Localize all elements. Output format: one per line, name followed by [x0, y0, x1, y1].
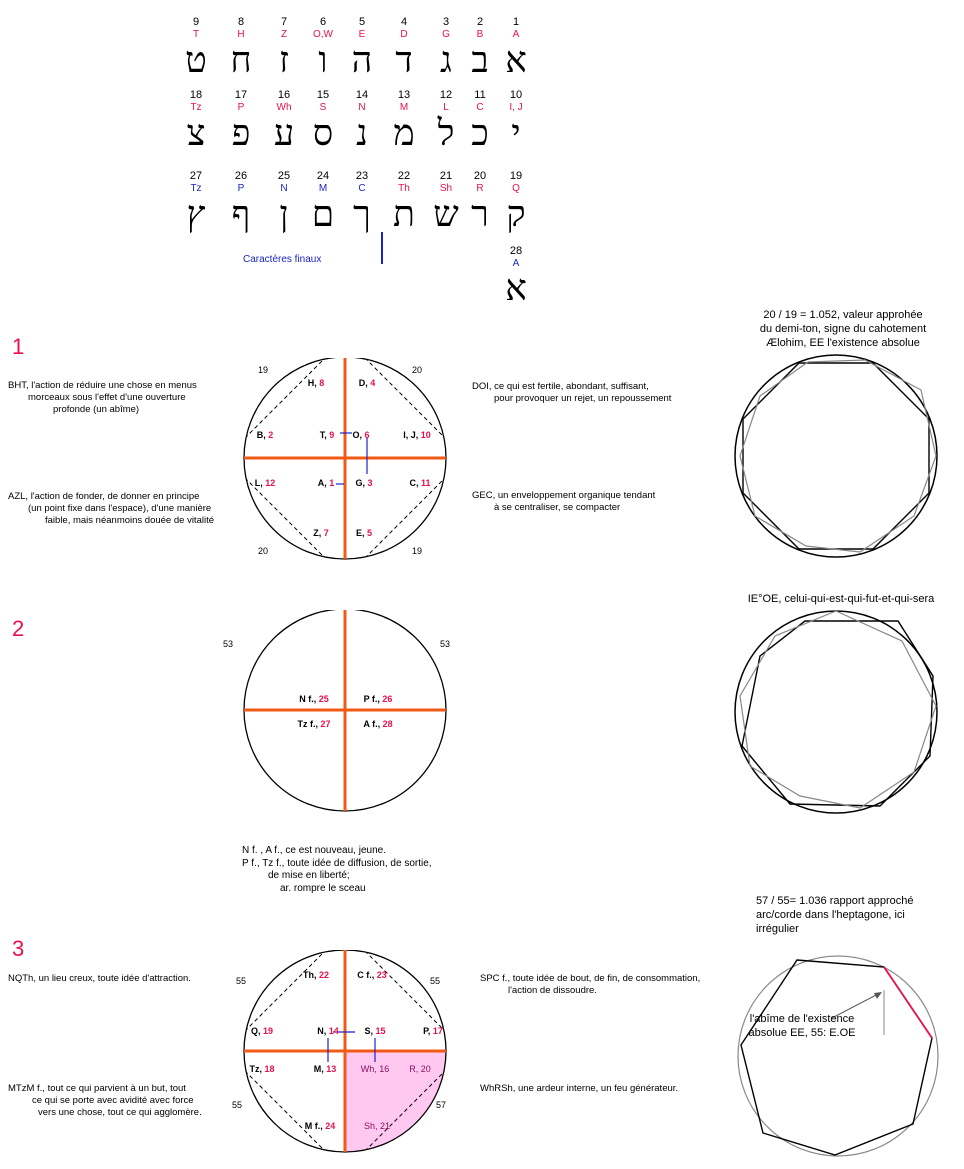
- s1-right-top-text: [472, 381, 702, 405]
- caption-line: l'abîme de l'existence: [749, 1013, 855, 1025]
- letter-number: 1: [512, 16, 520, 28]
- s1-caption: [730, 308, 956, 350]
- letter-transliteration: Tz: [190, 102, 202, 113]
- letter-transliteration: R: [476, 183, 484, 194]
- text-line: DOI, ce qui est fertile, abondant, suffisant,: [472, 381, 649, 392]
- s3-left-top-text: NQTh, un lieu creux, toute idée d'attraction.: [8, 973, 191, 984]
- s2-notes: [242, 845, 482, 895]
- circle-label: T, 9: [319, 430, 335, 440]
- text-line: profonde (un abîme): [53, 404, 140, 415]
- hebrew-letter: ט: [185, 40, 207, 81]
- text-line: l'action de dissoudre.: [508, 985, 597, 996]
- letter-transliteration: Sh: [439, 183, 453, 194]
- s3-right-top-text: [480, 973, 730, 997]
- letter-number: 14: [355, 89, 369, 101]
- letter-number: 16: [277, 89, 291, 101]
- corner-number: 53: [440, 639, 451, 649]
- letter-transliteration: E: [358, 29, 366, 40]
- corner-number: 57: [436, 1100, 447, 1110]
- letter-transliteration: M: [399, 102, 409, 113]
- hebrew-letter: ק: [506, 194, 526, 235]
- corner-number: 19: [412, 546, 423, 556]
- text-line: ce qui se porte avec avidité avec force: [32, 1095, 194, 1106]
- letter-transliteration: A: [512, 29, 520, 40]
- caption-line: 57 / 55= 1.036 rapport approché: [756, 895, 914, 907]
- letter-transliteration: M: [318, 183, 328, 194]
- text-line: P f., Tz f., toute idée de diffusion, de sortie,: [242, 857, 432, 869]
- letter-transliteration: Tz: [190, 183, 202, 194]
- circle-label: E, 5: [355, 528, 373, 538]
- s2-caption: IE°OE, celui-qui-est-qui-fut-et-qui-sera: [747, 593, 935, 605]
- s3-right-bottom-text: WhRSh, une ardeur interne, un feu générateur.: [480, 1083, 679, 1094]
- hebrew-letter: ץ: [186, 194, 206, 235]
- caption-line: arc/corde dans l'heptagone, ici: [756, 909, 905, 921]
- hebrew-letter: ה: [351, 40, 373, 81]
- text-line: N f. , A f., ce est nouveau, jeune.: [242, 845, 386, 856]
- letter-transliteration: I, J: [509, 102, 523, 113]
- s1-left-top-text: [8, 380, 228, 416]
- hebrew-letter: כ: [471, 113, 489, 154]
- hebrew-letter: ג: [440, 40, 452, 81]
- hebrew-letter: ו: [318, 40, 328, 81]
- dashed-line: [230, 458, 345, 568]
- circle-label: P, 17: [423, 1026, 443, 1036]
- circle-label: H, 8: [307, 378, 325, 388]
- hebrew-letter: ע: [273, 113, 295, 154]
- letter-transliteration: A: [512, 258, 520, 269]
- letter-transliteration: Q: [512, 183, 520, 194]
- hebrew-letter: י: [511, 113, 521, 154]
- letter-number: 2: [476, 16, 484, 28]
- letter-number: 15: [316, 89, 330, 101]
- circle-label: R, 20: [409, 1064, 431, 1074]
- corner-number: 53: [223, 639, 234, 649]
- dashed-line: [230, 358, 345, 458]
- dashed-line: [345, 358, 460, 458]
- circle-label: Z, 7: [313, 528, 329, 538]
- letter-transliteration: C: [358, 183, 366, 194]
- corner-number: 20: [258, 546, 269, 556]
- letter-transliteration: P: [237, 102, 245, 113]
- hebrew-letter: ב: [471, 40, 489, 81]
- text-line: pour provoquer un rejet, un repoussement: [494, 393, 672, 404]
- circle-label: A f., 28: [363, 719, 393, 729]
- hebrew-letter: ש: [433, 194, 459, 235]
- finals-label: Caractères finaux: [243, 254, 322, 265]
- corner-number: 55: [430, 976, 441, 986]
- circle-label: Tz f., 27: [297, 719, 331, 729]
- letter-transliteration: O,W: [313, 29, 333, 40]
- section-number-1: 1: [12, 334, 25, 359]
- circle-label: O, 6: [352, 430, 370, 440]
- circle-label: G, 3: [355, 478, 373, 488]
- circle-label: S, 15: [364, 1026, 386, 1036]
- circle-label: Tz, 18: [249, 1064, 275, 1074]
- circle-label: Sh, 21: [363, 1121, 391, 1131]
- text-line: MTzM f., tout ce qui parvient à un but, tout: [8, 1083, 186, 1094]
- hebrew-letter: ד: [395, 40, 413, 81]
- s3-left-bottom-text: [8, 1083, 233, 1119]
- circle-label: M, 13: [313, 1064, 337, 1074]
- letter-transliteration: L: [443, 102, 449, 113]
- hebrew-letter: צ: [186, 113, 206, 154]
- letter-transliteration: B: [476, 29, 484, 40]
- hebrew-letter: א: [505, 40, 527, 81]
- s1-right-bottom-text: [472, 490, 702, 514]
- letter-transliteration: P: [237, 183, 245, 194]
- letter-number: 7: [280, 16, 288, 28]
- hebrew-letter: נ: [356, 113, 368, 154]
- letter-transliteration: S: [319, 102, 327, 113]
- text-line: à se centraliser, se compacter: [494, 502, 621, 513]
- letter-transliteration: N: [280, 183, 288, 194]
- hebrew-letter: ן: [279, 194, 289, 235]
- text-line: AZL, l'action de fonder, de donner en principe: [8, 491, 200, 502]
- letter-number: 24: [316, 170, 330, 182]
- text-line: SPC f., toute idée de bout, de fin, de consommation,: [480, 973, 701, 984]
- hebrew-letter: ל: [437, 113, 455, 154]
- letter-number: 20: [473, 170, 487, 182]
- hebrew-letter: ר: [471, 194, 489, 235]
- circle-label: P f., 26: [363, 694, 393, 704]
- s1-octagon-diagram: [730, 350, 945, 565]
- letter-number: 6: [319, 16, 327, 28]
- text-line: faible, mais néanmoins douée de vitalité: [45, 515, 214, 526]
- dashed-line: [345, 458, 460, 568]
- circle-label: M f., 24: [304, 1121, 336, 1131]
- text-line: GEC, un enveloppement organique tendant: [472, 490, 656, 501]
- circle: [735, 355, 937, 557]
- circle-label: L, 12: [254, 478, 276, 488]
- letter-number: 19: [509, 170, 523, 182]
- text-line: BHT, l'action de réduire une chose en menus: [8, 380, 197, 391]
- section-number-3: 3: [12, 936, 25, 961]
- letter-number: 11: [474, 89, 486, 101]
- s3-circle-diagram: [230, 950, 460, 1160]
- text-line: morceaux sous l'effet d'une ouverture: [28, 392, 186, 403]
- letter-number: 3: [442, 16, 450, 28]
- hebrew-letter: ך: [353, 194, 371, 235]
- letter-number: 13: [397, 89, 411, 101]
- letter-number: 26: [234, 170, 248, 182]
- caption-line: irrégulier: [756, 923, 799, 935]
- caption-line: 20 / 19 = 1.052, valeur approhée: [763, 309, 923, 321]
- s3-inner-label: [732, 1012, 872, 1040]
- letter-number: 9: [192, 16, 200, 28]
- hebrew-letter: ף: [231, 194, 251, 235]
- circle-label: N f., 25: [299, 694, 329, 704]
- corner-number: 19: [258, 365, 269, 375]
- circle-label: C, 11: [409, 478, 431, 488]
- hebrew-letter: פ: [231, 113, 251, 154]
- caption-line: absolue EE, 55: E.OE: [748, 1027, 856, 1039]
- letter-transliteration: C: [476, 102, 484, 113]
- s3-caption: [756, 894, 956, 936]
- hebrew-letter: ז: [278, 40, 290, 81]
- red-chord: [884, 967, 932, 1038]
- circle-label: Th, 22: [302, 970, 330, 980]
- circle-label: Wh, 16: [360, 1064, 390, 1074]
- corner-number: 55: [232, 1100, 243, 1110]
- circle-label: B, 2: [256, 430, 274, 440]
- letter-number: 22: [397, 170, 411, 182]
- letter-number: 12: [439, 89, 453, 101]
- s3-heptagon-diagram: [732, 950, 944, 1162]
- corner-number: 55: [236, 976, 247, 986]
- circle-label: N, 14: [317, 1026, 339, 1036]
- hebrew-letter: א: [505, 268, 527, 309]
- hebrew-letter: מ: [393, 113, 415, 154]
- letter-number: 18: [189, 89, 203, 101]
- text-line: vers une chose, tout ce qui agglomère.: [38, 1107, 202, 1118]
- letter-transliteration: T: [192, 29, 200, 40]
- finals-divider: [381, 232, 383, 264]
- letter-transliteration: G: [442, 29, 450, 40]
- letter-number: 5: [358, 16, 366, 28]
- letter-number: 21: [439, 170, 453, 182]
- s1-circle-diagram: [230, 358, 460, 568]
- letter-transliteration: Th: [398, 183, 410, 194]
- polygon-grey: [740, 360, 936, 552]
- letter-transliteration: D: [400, 29, 408, 40]
- letter-number: 10: [509, 89, 523, 101]
- circle: [735, 611, 937, 813]
- circle-label: A, 1: [317, 478, 335, 488]
- letter-transliteration: N: [358, 102, 366, 113]
- letter-transliteration: H: [237, 29, 245, 40]
- letter-number: 28: [509, 245, 523, 257]
- text-line: ar. rompre le sceau: [280, 882, 366, 894]
- caption-line: Ælohim, EE l'existence absolue: [766, 337, 920, 349]
- s2-octagon-diagram: [730, 606, 945, 821]
- letter-transliteration: Wh: [276, 102, 292, 113]
- octagon-black: [743, 363, 929, 549]
- letter-number: 17: [234, 89, 248, 101]
- corner-number: 20: [412, 365, 423, 375]
- letter-number: 8: [237, 16, 245, 28]
- section-number-2: 2: [12, 616, 25, 641]
- letter-number: 23: [355, 170, 369, 182]
- circle-label: I, J, 10: [403, 430, 431, 440]
- circle-label: Q, 19: [250, 1026, 274, 1036]
- letter-number: 27: [189, 170, 203, 182]
- caption-line: du demi-ton, signe du cahotement: [759, 323, 927, 335]
- letter-number: 25: [277, 170, 291, 182]
- text-line: (un point fixe dans l'espace), d'une manière: [28, 503, 212, 514]
- s1-left-bottom-text: [8, 491, 233, 527]
- text-line: de mise en liberté;: [268, 870, 350, 881]
- circle-label: C f., 23: [357, 970, 387, 980]
- circle-label: D, 4: [358, 378, 376, 388]
- hebrew-letter: ח: [230, 40, 252, 81]
- hebrew-letter: ס: [312, 113, 334, 154]
- hebrew-letter: ם: [311, 194, 335, 235]
- letter-transliteration: Z: [280, 29, 288, 40]
- hebrew-letter: ת: [393, 194, 415, 235]
- heptagon: [741, 960, 932, 1155]
- letter-number: 4: [400, 16, 408, 28]
- s2-circle-diagram: [218, 610, 478, 820]
